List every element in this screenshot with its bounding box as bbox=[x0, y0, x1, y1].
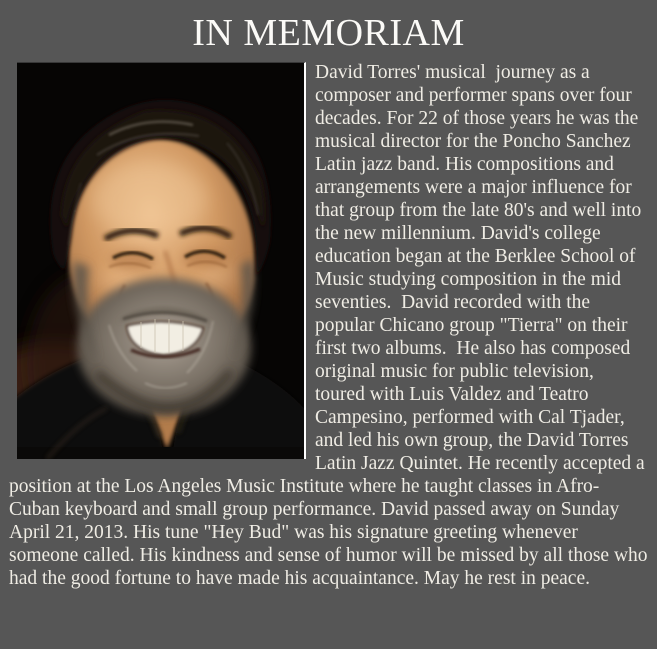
page-title: IN MEMORIAM bbox=[192, 12, 465, 54]
portrait-photo-illustration bbox=[17, 63, 304, 459]
memorial-text: David Torres' musical journey as a composer and performer spans over four decades. For 22 of those years he was the musical director for the Poncho Sanchez Latin jazz band. His compositions and arrangements were a major influence for that group from the late 80's and well into the new millennium. David's college education began at the Berklee School of Music studying composition in the mid seventies. David recorded with the popular Chicano group "Tierra" on their first two albums. He also has composed original music for public television, toured with Luis Valdez and Teatro Campesino, performed with Cal Tjader, and led his own group, the David Torres Latin Jazz Quintet. He recently accepted a position at the Los Angeles Music Institute where he taught classes in Afro-Cuban keyboard and small group performance. David passed away on Sunday April 21, 2013. His tune "Hey Bud" was his signature greeting whenever someone called. His kindness and sense of humor will be missed by all those who had the good fortune to have made his acquaintance. May he rest in peace. bbox=[9, 61, 653, 589]
memorial-content bbox=[0, 61, 657, 590]
memorial-photo bbox=[17, 62, 306, 459]
